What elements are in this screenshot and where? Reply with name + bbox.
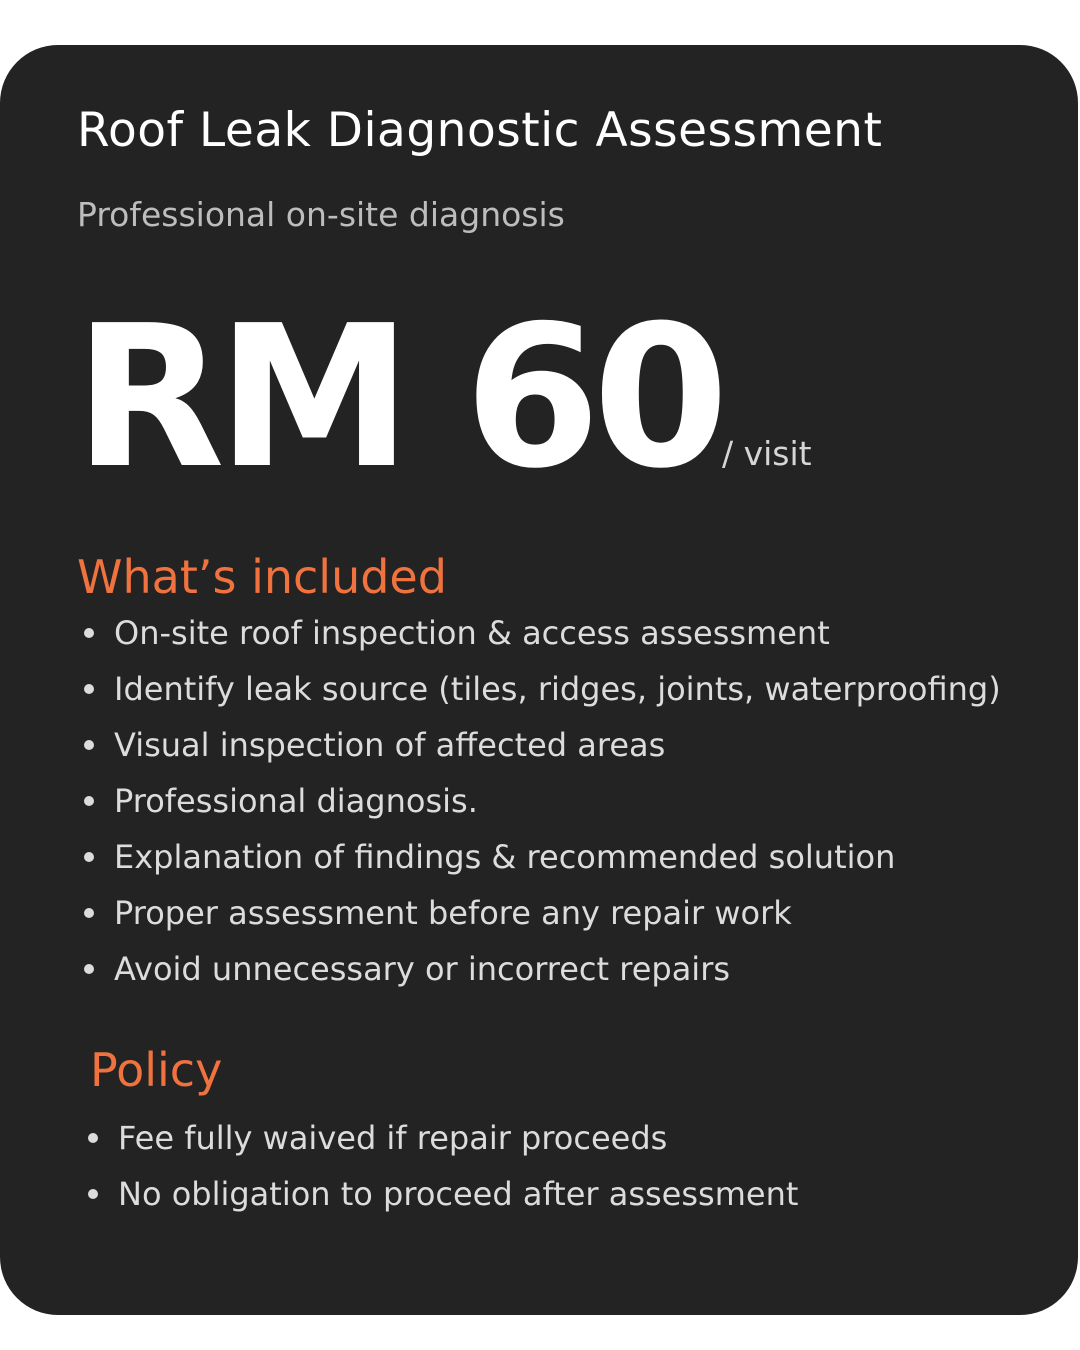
list-item-text: Identify leak source (tiles, ridges, joints, waterproofing): [114, 670, 1001, 708]
policy-heading: Policy: [90, 1043, 223, 1097]
bullet-icon: [84, 964, 94, 974]
bullet-icon: [84, 740, 94, 750]
bullet-icon: [88, 1133, 98, 1143]
bullet-icon: [84, 684, 94, 694]
list-item-text: Proper assessment before any repair work: [114, 894, 792, 932]
list-item: [82, 778, 1001, 834]
list-item: [82, 666, 1001, 722]
list-item: [82, 610, 1001, 666]
list-item: [82, 722, 1001, 778]
included-heading: What’s included: [77, 550, 447, 604]
list-item: [82, 834, 1001, 890]
price-unit: / visit: [722, 434, 812, 473]
list-item-text: Fee fully waived if repair proceeds: [118, 1119, 668, 1157]
list-item-text: On-site roof inspection & access assessment: [114, 614, 830, 652]
bullet-icon: [84, 796, 94, 806]
list-item-text: No obligation to proceed after assessment: [118, 1175, 799, 1213]
list-item: [86, 1115, 798, 1171]
list-item: [82, 946, 1001, 1002]
list-item-text: Avoid unnecessary or incorrect repairs: [114, 950, 731, 988]
list-item: [82, 890, 1001, 946]
bullet-icon: [84, 908, 94, 918]
list-item: [86, 1171, 798, 1227]
list-item-text: Professional diagnosis.: [114, 782, 478, 820]
included-list: [82, 610, 1001, 1002]
card-subtitle: Professional on-site diagnosis: [77, 195, 565, 234]
bullet-icon: [88, 1189, 98, 1199]
policy-list: [86, 1115, 798, 1227]
pricing-card: [0, 45, 1078, 1315]
price-amount: RM 60: [74, 284, 721, 512]
bullet-icon: [84, 628, 94, 638]
list-item-text: Explanation of findings & recommended solution: [114, 838, 896, 876]
card-title: Roof Leak Diagnostic Assessment: [77, 103, 883, 158]
bullet-icon: [84, 852, 94, 862]
list-item-text: Visual inspection of affected areas: [114, 726, 666, 764]
